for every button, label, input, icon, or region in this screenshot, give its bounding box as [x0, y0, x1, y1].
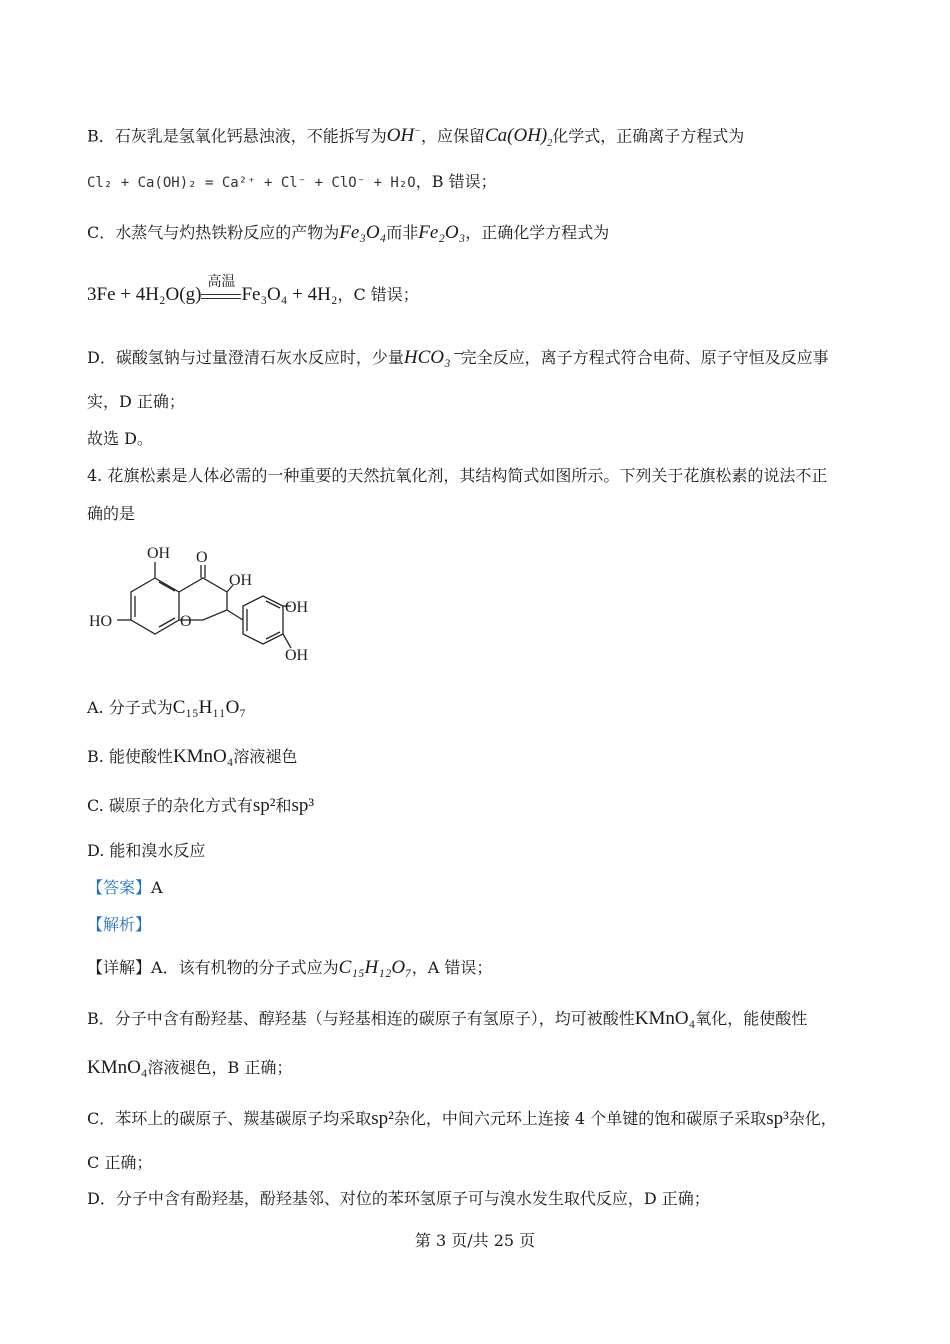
- struct-oh-b1: OH: [285, 599, 309, 616]
- explain-c-line1: C．苯环上的碳原子、羰基碳原子均采取sp²杂化，中间六元环上连接 4 个单键的饱和碳原子采取sp³杂化，: [87, 1108, 837, 1129]
- eq-left: 3Fe + 4H₂O(g): [87, 284, 202, 305]
- hco3-ion: HCO₃⁻: [403, 347, 461, 368]
- sp3-label: sp³: [291, 795, 315, 816]
- prev-c-text2: 而非: [386, 223, 419, 242]
- struct-o-ring: O: [180, 613, 192, 630]
- explain-b-line1: B．分子中含有酚羟基、醇羟基（与羟基相连的碳原子有氢原子），均可被酸性KMnO₄氧化，能使酸性: [87, 1008, 808, 1029]
- eq-right: Fe₃O₄ + 4H₂: [241, 284, 338, 305]
- prev-b-text1: B．石灰乳是氢氧化钙悬浊液，不能拆写为: [87, 126, 387, 146]
- sp2-label: sp²: [252, 795, 276, 816]
- prev-option-c-equation: [87, 273, 419, 307]
- explain-sp2: sp²: [371, 1108, 394, 1129]
- prev-b-text3: 化学式，正确离子方程式为: [552, 126, 745, 146]
- ionic-equation: Cl₂ + Ca(OH)₂ = Ca²⁺ + Cl⁻ + ClO⁻ + H₂O: [87, 175, 416, 191]
- option-a: A. 分子式为C₁₅H₁₁O₇: [87, 697, 246, 718]
- analysis-label: 【解析】: [87, 915, 152, 934]
- prev-b-text2: ，应保留: [420, 126, 485, 146]
- oh-formula: OH−: [386, 125, 421, 147]
- explain-kmno4-2: KMnO₄: [87, 1057, 148, 1078]
- prev-d-text2: 完全反应，离子方程式符合电荷、原子守恒及反应事: [460, 348, 829, 367]
- explain-b-line2: KMnO₄溶液褪色，B 正确；: [87, 1057, 293, 1078]
- answer-line: [87, 877, 163, 899]
- question-4-line1: 4. 花旗松素是人体必需的一种重要的天然抗氧化剂，其结构简式如图所示。下列关于花旗松素的说法不正: [87, 466, 828, 485]
- prev-choice: 故选 D。: [87, 429, 153, 448]
- prev-c-text1: C．水蒸气与灼热铁粉反应的产物为: [87, 223, 340, 242]
- question-4-line2: 确的是: [87, 504, 136, 523]
- kmno4-formula: KMnO₄: [172, 746, 234, 767]
- explain-c-line2: C 正确；: [87, 1153, 153, 1172]
- explain-sp3: sp³: [766, 1108, 789, 1129]
- answer-value: A: [151, 878, 163, 897]
- struct-oh-top: OH: [147, 545, 171, 562]
- option-d: D. 能和溴水反应: [87, 841, 206, 860]
- explain-kmno4: KMnO₄: [634, 1008, 696, 1029]
- option-a-formula: C₁₅H₁₁O₇: [172, 697, 246, 718]
- struct-ho-left: HO: [89, 613, 113, 630]
- prev-option-d-line: [87, 347, 829, 369]
- detail-label: 【详解】: [87, 958, 152, 977]
- caoh-formula: $Ca(OH)_2$: [484, 125, 553, 150]
- option-b: B. 能使酸性KMnO₄溶液褪色: [87, 746, 298, 767]
- option-c: C. 碳原子的杂化方式有sp²和sp³: [87, 795, 315, 816]
- explain-d-line: D．分子中含有酚羟基，酚羟基邻、对位的苯环氢原子可与溴水发生取代反应，D 正确；: [87, 1189, 710, 1208]
- fe2o3-formula: Fe₂O₃: [418, 222, 466, 243]
- prev-d-text1: D．碳酸氢钠与过量澄清石灰水反应时，少量: [87, 348, 404, 367]
- reaction-condition: 高温: [201, 285, 241, 307]
- fe3o4-formula: Fe₃O₄: [339, 222, 387, 243]
- struct-o-carbonyl: O: [196, 549, 208, 566]
- page-footer: 第 3 页/共 25 页: [414, 1231, 536, 1250]
- prev-option-d-line2: 实，D 正确；: [87, 392, 185, 411]
- taxifolin-structure: [85, 540, 325, 670]
- prev-b-verdict: ，B 错误；: [415, 172, 497, 191]
- prev-c-verdict: ，C 错误；: [337, 285, 419, 304]
- struct-oh-b2: OH: [285, 647, 309, 664]
- struct-oh-c3: OH: [229, 572, 253, 589]
- prev-c-text3: ，正确化学方程式为: [465, 223, 610, 242]
- answer-label: 【答案】: [87, 878, 152, 897]
- explain-a: 【详解】A．该有机物的分子式应为C₁₅H₁₂O₇，A 错误；: [87, 957, 493, 978]
- explain-a-formula: C₁₅H₁₂O₇: [338, 957, 412, 978]
- prev-option-b-line: [87, 121, 744, 155]
- prev-option-c-line: [87, 222, 609, 244]
- prev-option-b-equation: [87, 171, 497, 194]
